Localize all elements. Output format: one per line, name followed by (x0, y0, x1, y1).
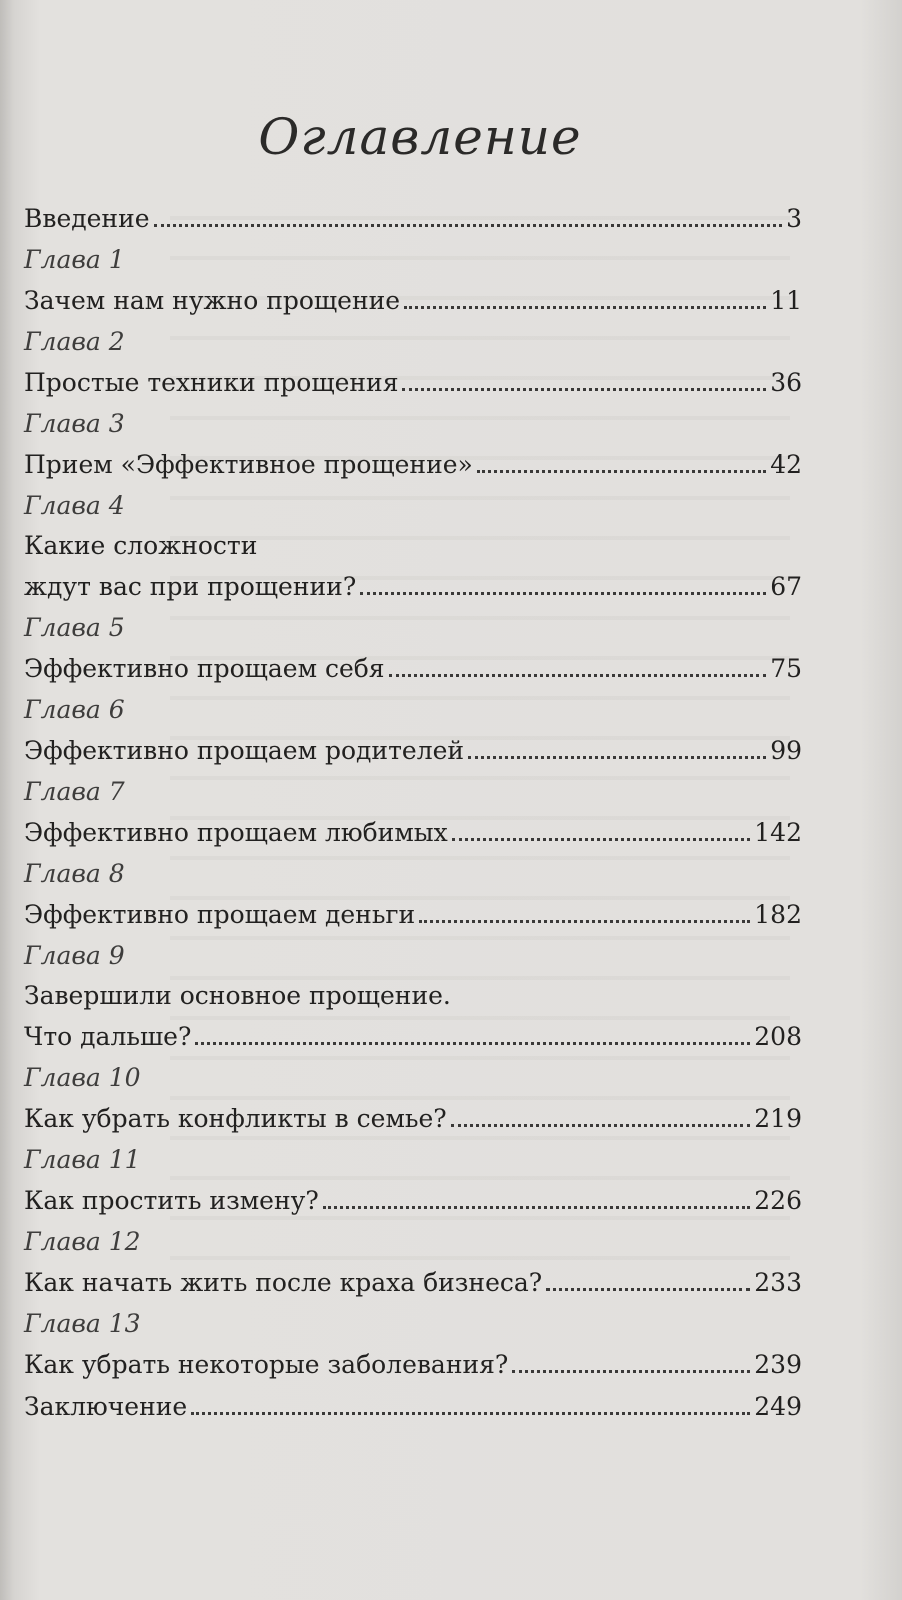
toc-entry-title: Эффективно прощаем деньги (24, 900, 416, 929)
toc-entry-ch7 (24, 812, 802, 854)
dot-leader (419, 920, 750, 923)
toc-entry-title: Что дальше? (24, 1022, 192, 1051)
toc-entry-title: ждут вас при прощении? (24, 572, 357, 601)
chapter-label-10: Глава 10 (24, 1063, 141, 1092)
toc-entry-title: Как начать жить после краха бизнеса? (24, 1268, 543, 1297)
toc-entry-conclusion (24, 1386, 802, 1428)
toc-entry-page: 226 (754, 1186, 802, 1215)
toc-entry-title: Эффективно прощаем любимых (24, 818, 448, 847)
toc-entry-title: Эффективно прощаем родителей (24, 736, 465, 765)
chapter-label-1: Глава 1 (24, 245, 125, 274)
dot-leader (512, 1370, 750, 1373)
toc-entry-page: 182 (754, 900, 802, 929)
toc-entry-page: 67 (770, 572, 802, 601)
toc-entry-page: 219 (754, 1104, 802, 1133)
toc-entry-page: 99 (770, 736, 802, 765)
chapter-label-6: Глава 6 (24, 695, 125, 724)
chapter-label-7: Глава 7 (24, 777, 125, 806)
dot-leader (389, 674, 767, 677)
toc-entry-ch11 (24, 1180, 802, 1222)
chapter-label-12: Глава 12 (24, 1227, 141, 1256)
toc-entry-title: Как убрать конфликты в семье? (24, 1104, 447, 1133)
toc-entry-ch13 (24, 1344, 802, 1386)
toc-entry-title-line: Завершили основное прощение. (24, 981, 451, 1010)
toc-entry-ch8 (24, 894, 802, 936)
toc-entry-page: 75 (770, 654, 802, 683)
toc-entry-page: 142 (754, 818, 802, 847)
chapter-label-9: Глава 9 (24, 941, 125, 970)
toc-entry-title: Зачем нам нужно прощение (24, 286, 401, 315)
toc-entry-intro (24, 198, 802, 240)
toc-entry-title: Введение (24, 204, 150, 233)
toc-entry-page: 208 (754, 1022, 802, 1051)
toc-entry-title: Как простить измену? (24, 1186, 319, 1215)
dot-leader (477, 470, 766, 473)
chapter-label-5: Глава 5 (24, 613, 125, 642)
chapter-label-11: Глава 11 (24, 1145, 141, 1174)
toc-entry-title-line: Какие сложности (24, 531, 258, 560)
toc-entry-ch2 (24, 362, 802, 404)
toc-entry-ch1 (24, 280, 802, 322)
dot-leader (451, 1124, 751, 1127)
toc-entry-title: Как убрать некоторые заболевания? (24, 1350, 509, 1379)
toc-entry-title: Эффективно прощаем себя (24, 654, 385, 683)
toc-entry-ch6 (24, 730, 802, 772)
dot-leader (195, 1042, 750, 1045)
dot-leader (191, 1412, 750, 1415)
page-title: Оглавление (258, 108, 582, 166)
chapter-label-8: Глава 8 (24, 859, 125, 888)
toc-entry-page: 249 (754, 1392, 802, 1421)
dot-leader (452, 838, 751, 841)
toc-entry-page: 3 (786, 204, 802, 233)
toc-entry-ch5 (24, 648, 802, 690)
toc-entry-title: Заключение (24, 1392, 188, 1421)
dot-leader (323, 1206, 751, 1209)
dot-leader (468, 756, 766, 759)
chapter-label-13: Глава 13 (24, 1309, 141, 1338)
toc-entry-page: 11 (770, 286, 802, 315)
dot-leader (546, 1288, 750, 1291)
toc-entry-title: Простые техники прощения (24, 368, 399, 397)
toc-entry-page: 36 (770, 368, 802, 397)
dot-leader (360, 592, 766, 595)
toc-entry-ch4 (24, 566, 802, 608)
toc-entry-ch3 (24, 444, 802, 486)
toc-entry-page: 42 (770, 450, 802, 479)
chapter-label-2: Глава 2 (24, 327, 125, 356)
dot-leader (404, 306, 766, 309)
toc-entry-ch10 (24, 1098, 802, 1140)
dot-leader (154, 224, 783, 227)
toc-entry-title: Прием «Эффективное прощение» (24, 450, 473, 479)
table-of-contents (24, 198, 802, 1428)
dot-leader (402, 388, 766, 391)
toc-entry-page: 239 (754, 1350, 802, 1379)
chapter-label-3: Глава 3 (24, 409, 125, 438)
chapter-label-4: Глава 4 (24, 491, 125, 520)
toc-entry-ch12 (24, 1262, 802, 1304)
toc-entry-page: 233 (754, 1268, 802, 1297)
toc-entry-ch9 (24, 1016, 802, 1058)
